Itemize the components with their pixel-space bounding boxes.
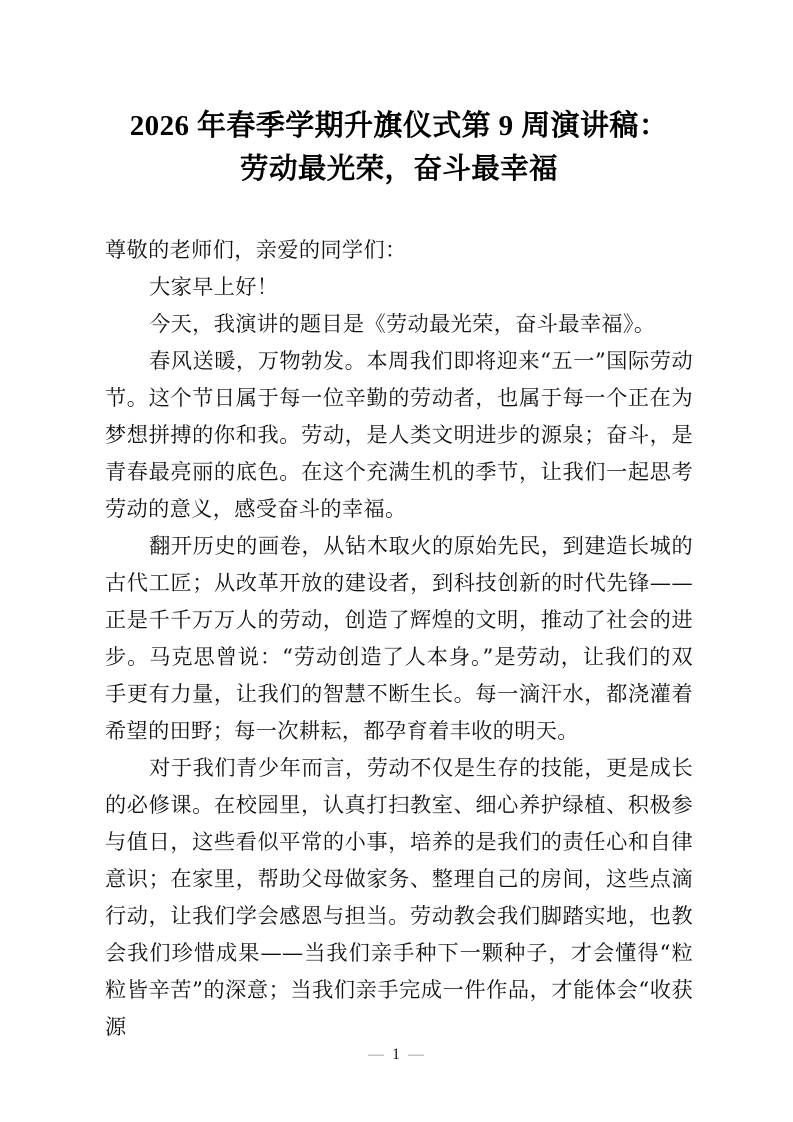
footer-page-number: 1 (392, 1046, 401, 1063)
title-line-2: 劳动最光荣，奋斗最幸福 (240, 154, 558, 185)
title-line-1: 2026 年春季学期升旗仪式第 9 周演讲稿： (129, 110, 669, 142)
page-title (105, 104, 693, 192)
paragraph-topic: 今天，我演讲的题目是《劳动最光荣，奋斗最幸福》。 (149, 311, 656, 336)
paragraph-greeting: 大家早上好！ (149, 274, 279, 299)
paragraph-history: 翻开历史的画卷，从钻木取火的原始先民，到建造长城的古代工匠；从改革开放的建设者，到科技创新的时代先锋——正是千千万万人的劳动，创造了辉煌的文明，推动了社会的进步。马克思曾说：“劳动创造了人本身。”是劳动，让我们的双手更有力量，让我们的智慧不断生长。每一滴汗水，都浇灌着希望的田野；每一次耕耘，都孕育着丰收的明天。 (105, 533, 693, 743)
footer-dash-left: — (368, 1046, 385, 1063)
paragraph-youth: 对于我们青少年而言，劳动不仅是生存的技能，更是成长的必修课。在校园里，认真打扫教室、细心养护绿植、积极参与值日，这些看似平常的小事，培养的是我们的责任心和自律意识；在家里，帮助父母做家务、整理自己的房间，这些点滴行动，让我们学会感恩与担当。劳动教会我们脚踏实地，也教会我们珍惜成果——当我们亲手种下一颗种子，才会懂得“粒粒皆辛苦”的深意；当我们亲手完成一件作品，才能体会“收获源 (105, 755, 693, 1039)
paragraph-spring-intro: 春风送暖，万物勃发。本周我们即将迎来“五一”国际劳动节。这个节日属于每一位辛勤的劳动者，也属于每一个正在为梦想拼搏的你和我。劳动，是人类文明进步的源泉；奋斗，是青春最亮丽的底色。在这个充满生机的季节，让我们一起思考劳动的意义，感受奋斗的幸福。 (105, 348, 693, 521)
paragraph-salutation: 尊敬的老师们，亲爱的同学们： (105, 237, 407, 262)
document-body (105, 231, 693, 1045)
page-footer (0, 1044, 793, 1066)
footer-dash-right: — (408, 1046, 425, 1063)
